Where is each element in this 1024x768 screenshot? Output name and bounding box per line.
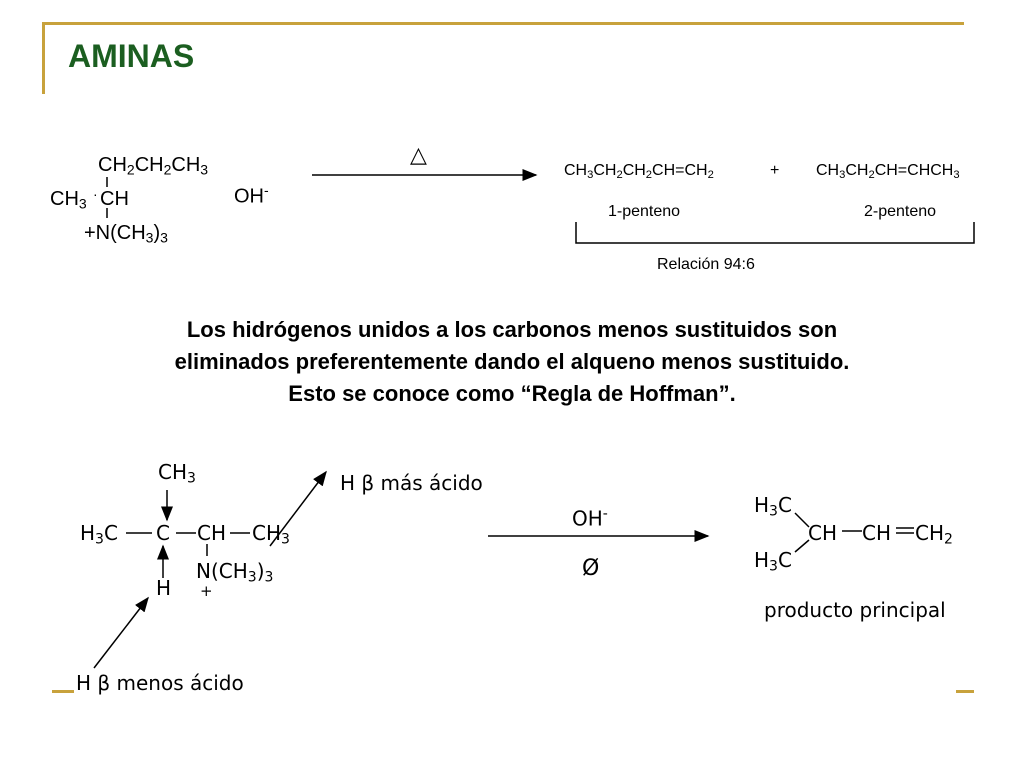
product-top-methyl: $H_3C$ [754,493,792,520]
paragraph-line-1: Los hidrógenos unidos a los carbonos menos sustituidos son [186,317,838,342]
page-title: AMINAS [68,38,195,74]
reactant-propyl-chain: $CH_2CH_2CH_3$ [98,154,209,178]
hoffman-rule-paragraph [60,314,964,410]
heat-symbol: △ [410,142,427,167]
hydroxide-ion-2: OH- [572,506,608,531]
hydrogen-atom: H [156,576,172,600]
paragraph-line-2: eliminados preferentemente dando el alqueno menos sustituido. [174,349,850,374]
product-2-pentene: $CH_3CH_2CH=CHCH_3$ [816,162,960,181]
arrow-to-less-acidic [94,598,148,668]
trimethylammonium-group: $N(CH_3)_3$ [196,559,274,586]
reactant-trimethylammonium: $+N(CH_3)_3$ [84,222,168,246]
ratio-bracket [576,222,974,243]
product-1-pentene: $CH_3CH_2CH_2CH=CH_2$ [564,162,714,181]
positive-charge: + [200,582,213,600]
reactant-methyl: $CH_3$ [50,188,87,212]
heat-delta-symbol: Ø [582,556,600,581]
product-bottom-methyl: $H_3C$ [754,548,792,575]
dot-bond: · [93,186,98,202]
product-ch-2: CH [862,521,892,545]
top-methyl: $CH_3$ [158,460,196,487]
product-ch-1: CH [808,521,838,545]
product-1-name: 1-penteno [608,203,681,220]
reactant-ch: CH [100,188,129,210]
quaternary-carbon: C [156,521,170,545]
left-methyl: $H_3C$ [80,521,118,548]
ch-group: CH [197,521,227,545]
product-ch2-terminal: $CH_2$ [915,521,953,548]
paragraph-line-3: Esto se conoce como “Regla de Hoffman”. [288,381,736,406]
product-2-name: 2-penteno [864,203,937,220]
bond-top-branch [795,513,809,527]
product-principal-label: producto principal [764,598,946,622]
product-ratio: Relación 94:6 [657,256,755,273]
right-methyl: $CH_3$ [252,521,290,548]
label-less-acidic: H β menos ácido [76,671,244,695]
hydroxide-ion: OH- [234,182,269,208]
plus-sign: + [770,162,780,179]
label-more-acidic: H β más ácido [340,471,483,495]
bond-bottom-branch [795,540,809,552]
